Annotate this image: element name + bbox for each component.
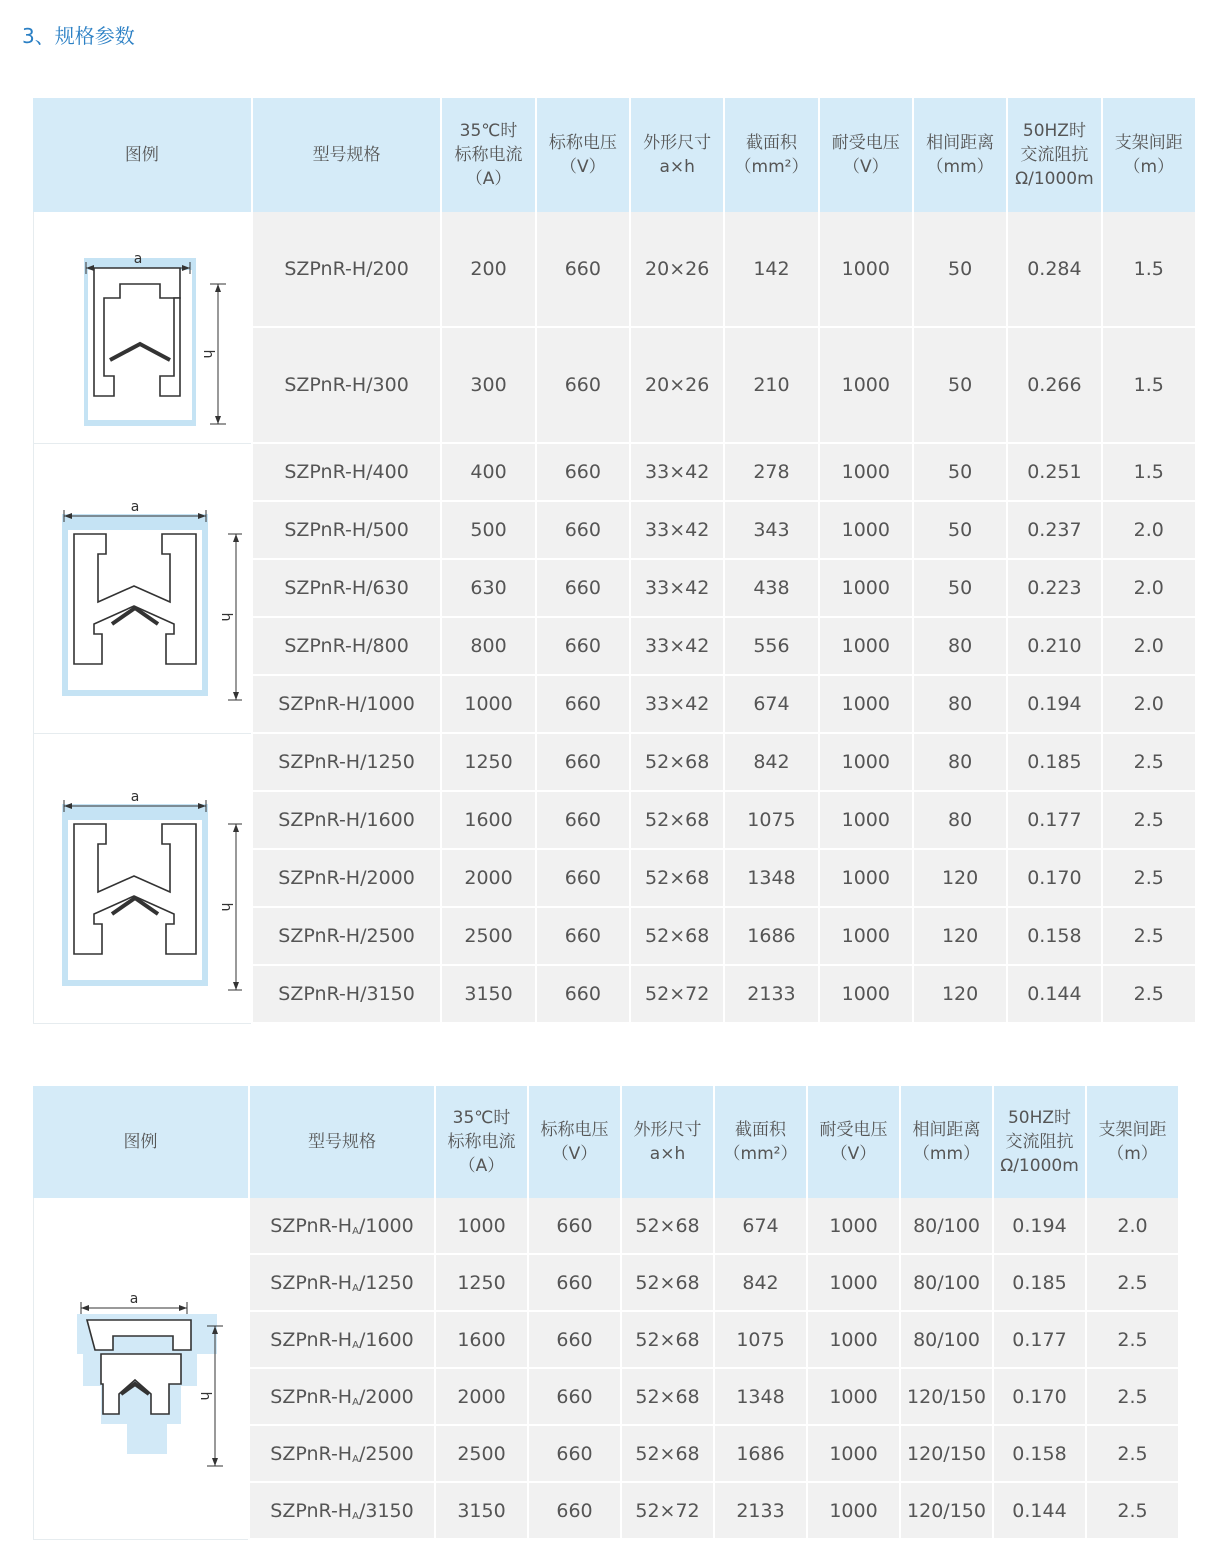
- value-cell: 660: [537, 966, 629, 1024]
- value-cell: 2500: [442, 908, 534, 966]
- header-row: [33, 98, 1195, 212]
- value-cell: 660: [529, 1255, 620, 1312]
- value-cell: 1000: [820, 676, 912, 734]
- value-cell: 660: [537, 908, 629, 966]
- value-cell: 556: [725, 618, 817, 676]
- value-cell: 1686: [725, 908, 817, 966]
- value-cell: 33×42: [631, 676, 723, 734]
- model-cell: SZPnR-$H_A/1000$: [250, 1198, 434, 1255]
- value-cell: 52×68: [622, 1426, 713, 1483]
- value-cell: 674: [715, 1198, 806, 1255]
- value-cell: 0.185: [1008, 734, 1100, 792]
- value-cell: 2.5: [1087, 1483, 1178, 1540]
- value-cell: 2500: [436, 1426, 527, 1483]
- value-cell: 1000: [808, 1312, 899, 1369]
- spec-table-ha: [31, 1086, 1180, 1540]
- model-cell: SZPnR-$H_A/2500$: [250, 1426, 434, 1483]
- value-cell: 33×42: [631, 444, 723, 502]
- value-cell: 842: [725, 734, 817, 792]
- header-current: 35℃时 标称电流 （A）: [442, 98, 534, 212]
- value-cell: 0.266: [1008, 328, 1100, 444]
- value-cell: 660: [529, 1426, 620, 1483]
- value-cell: 630: [442, 560, 534, 618]
- value-cell: 1000: [442, 676, 534, 734]
- value-cell: 142: [725, 212, 817, 328]
- header-dimension: 外形尺寸 a×h: [631, 98, 723, 212]
- model-cell: SZPnR-$H_A/3150$: [250, 1483, 434, 1540]
- value-cell: 0.170: [994, 1369, 1085, 1426]
- value-cell: 2.5: [1103, 850, 1195, 908]
- value-cell: 1000: [820, 444, 912, 502]
- value-cell: 0.158: [994, 1426, 1085, 1483]
- value-cell: 1000: [820, 618, 912, 676]
- header-withstand: 耐受电压 （V）: [808, 1086, 899, 1198]
- model-cell: SZPnR-H/200: [253, 212, 441, 328]
- value-cell: 33×42: [631, 560, 723, 618]
- table-row: [33, 1198, 1178, 1255]
- model-cell: SZPnR-H/1600: [253, 792, 441, 850]
- value-cell: 300: [442, 328, 534, 444]
- value-cell: 0.223: [1008, 560, 1100, 618]
- value-cell: 1250: [442, 734, 534, 792]
- value-cell: 120: [914, 966, 1006, 1024]
- value-cell: 3150: [442, 966, 534, 1024]
- value-cell: 660: [529, 1312, 620, 1369]
- value-cell: 1348: [715, 1369, 806, 1426]
- dim-a-label: a: [129, 1290, 139, 1307]
- value-cell: 2.0: [1103, 502, 1195, 560]
- value-cell: 20×26: [631, 328, 723, 444]
- value-cell: 120: [914, 850, 1006, 908]
- header-model: 型号规格: [253, 98, 441, 212]
- header-withstand: 耐受电压 （V）: [820, 98, 912, 212]
- value-cell: 2.0: [1103, 676, 1195, 734]
- dim-a-label: a: [131, 788, 140, 805]
- model-cell: SZPnR-H/1250: [253, 734, 441, 792]
- value-cell: 1000: [436, 1198, 527, 1255]
- value-cell: 2.5: [1087, 1255, 1178, 1312]
- value-cell: 660: [529, 1369, 620, 1426]
- model-cell: SZPnR-H/3150: [253, 966, 441, 1024]
- value-cell: 343: [725, 502, 817, 560]
- value-cell: 2.5: [1103, 966, 1195, 1024]
- value-cell: 52×68: [631, 792, 723, 850]
- value-cell: 0.170: [1008, 850, 1100, 908]
- value-cell: 1000: [808, 1198, 899, 1255]
- value-cell: 52×68: [631, 734, 723, 792]
- header-support-spacing: 支架间距 （m）: [1087, 1086, 1178, 1198]
- value-cell: 842: [715, 1255, 806, 1312]
- header-dimension: 外形尺寸 a×h: [622, 1086, 713, 1198]
- header-row: [33, 1086, 1178, 1198]
- value-cell: 50: [914, 502, 1006, 560]
- header-support-spacing: 支架间距 （m）: [1103, 98, 1195, 212]
- value-cell: 52×68: [622, 1198, 713, 1255]
- value-cell: 120/150: [901, 1369, 992, 1426]
- value-cell: 438: [725, 560, 817, 618]
- value-cell: 1075: [725, 792, 817, 850]
- value-cell: 0.177: [1008, 792, 1100, 850]
- section-title: 3、规格参数: [22, 24, 135, 48]
- header-figure: 图例: [33, 1086, 248, 1198]
- value-cell: 0.210: [1008, 618, 1100, 676]
- value-cell: 1600: [436, 1312, 527, 1369]
- value-cell: 210: [725, 328, 817, 444]
- value-cell: 278: [725, 444, 817, 502]
- value-cell: 200: [442, 212, 534, 328]
- value-cell: 1.5: [1103, 444, 1195, 502]
- value-cell: 2000: [442, 850, 534, 908]
- dim-h-label: h: [218, 902, 235, 911]
- value-cell: 660: [537, 502, 629, 560]
- model-cell: SZPnR-H/2000: [253, 850, 441, 908]
- value-cell: 1000: [820, 792, 912, 850]
- model-cell: SZPnR-H/2500: [253, 908, 441, 966]
- value-cell: 1075: [715, 1312, 806, 1369]
- value-cell: 0.144: [1008, 966, 1100, 1024]
- dim-h-label: h: [218, 612, 235, 621]
- value-cell: 1000: [820, 734, 912, 792]
- value-cell: 50: [914, 212, 1006, 328]
- value-cell: 500: [442, 502, 534, 560]
- table-row: [33, 734, 1195, 792]
- value-cell: 2000: [436, 1369, 527, 1426]
- header-voltage: 标称电压 （V）: [529, 1086, 620, 1198]
- value-cell: 2.5: [1087, 1426, 1178, 1483]
- value-cell: 1686: [715, 1426, 806, 1483]
- value-cell: 660: [537, 212, 629, 328]
- spec-table-h: [31, 98, 1197, 1024]
- dim-a-label: a: [131, 498, 140, 515]
- value-cell: 50: [914, 444, 1006, 502]
- value-cell: 660: [537, 328, 629, 444]
- model-cell: SZPnR-H/400: [253, 444, 441, 502]
- value-cell: 2.5: [1087, 1369, 1178, 1426]
- value-cell: 1000: [808, 1369, 899, 1426]
- value-cell: 52×68: [622, 1312, 713, 1369]
- model-cell: SZPnR-H/1000: [253, 676, 441, 734]
- value-cell: 660: [529, 1198, 620, 1255]
- value-cell: 660: [537, 676, 629, 734]
- value-cell: 2133: [725, 966, 817, 1024]
- value-cell: 2133: [715, 1483, 806, 1540]
- value-cell: 1000: [820, 908, 912, 966]
- value-cell: 674: [725, 676, 817, 734]
- value-cell: 1600: [442, 792, 534, 850]
- dim-h-label: h: [200, 349, 217, 358]
- value-cell: 1000: [808, 1426, 899, 1483]
- value-cell: 50: [914, 560, 1006, 618]
- value-cell: 3150: [436, 1483, 527, 1540]
- header-section-area: 截面积 （mm²）: [725, 98, 817, 212]
- value-cell: 120: [914, 908, 1006, 966]
- value-cell: 660: [537, 444, 629, 502]
- model-cell: SZPnR-$H_A/1600$: [250, 1312, 434, 1369]
- value-cell: 80/100: [901, 1198, 992, 1255]
- value-cell: 660: [537, 618, 629, 676]
- value-cell: 0.284: [1008, 212, 1100, 328]
- value-cell: 1000: [820, 850, 912, 908]
- value-cell: 0.194: [994, 1198, 1085, 1255]
- value-cell: 1000: [820, 212, 912, 328]
- model-cell: SZPnR-H/300: [253, 328, 441, 444]
- value-cell: 0.237: [1008, 502, 1100, 560]
- table-row: [33, 444, 1195, 502]
- value-cell: 660: [537, 850, 629, 908]
- dim-h-label: h: [197, 1391, 213, 1400]
- value-cell: 800: [442, 618, 534, 676]
- value-cell: 52×72: [631, 966, 723, 1024]
- value-cell: 33×42: [631, 618, 723, 676]
- header-current: 35℃时 标称电流 （A）: [436, 1086, 527, 1198]
- value-cell: 52×68: [622, 1255, 713, 1312]
- value-cell: 80: [914, 676, 1006, 734]
- value-cell: 52×72: [622, 1483, 713, 1540]
- value-cell: 0.144: [994, 1483, 1085, 1540]
- header-model: 型号规格: [250, 1086, 434, 1198]
- model-cell: SZPnR-H/500: [253, 502, 441, 560]
- value-cell: 33×42: [631, 502, 723, 560]
- value-cell: 50: [914, 328, 1006, 444]
- value-cell: 0.185: [994, 1255, 1085, 1312]
- value-cell: 80/100: [901, 1312, 992, 1369]
- value-cell: 0.251: [1008, 444, 1100, 502]
- profile-medium-figure: [33, 444, 251, 734]
- value-cell: 2.0: [1103, 560, 1195, 618]
- value-cell: 80: [914, 734, 1006, 792]
- table-row: [33, 212, 1195, 328]
- header-phase-spacing: 相间距离 （mm）: [914, 98, 1006, 212]
- value-cell: 660: [529, 1483, 620, 1540]
- value-cell: 2.5: [1087, 1312, 1178, 1369]
- value-cell: 1.5: [1103, 328, 1195, 444]
- value-cell: 1.5: [1103, 212, 1195, 328]
- value-cell: 2.5: [1103, 734, 1195, 792]
- value-cell: 1000: [820, 502, 912, 560]
- value-cell: 0.158: [1008, 908, 1100, 966]
- value-cell: 80: [914, 618, 1006, 676]
- value-cell: 1000: [820, 560, 912, 618]
- profile-large-figure: [33, 734, 251, 1024]
- value-cell: 2.5: [1103, 908, 1195, 966]
- model-cell: SZPnR-H/800: [253, 618, 441, 676]
- value-cell: 52×68: [622, 1369, 713, 1426]
- value-cell: 2.0: [1087, 1198, 1178, 1255]
- value-cell: 120/150: [901, 1483, 992, 1540]
- value-cell: 400: [442, 444, 534, 502]
- value-cell: 660: [537, 560, 629, 618]
- dim-a-label: a: [134, 250, 143, 267]
- header-voltage: 标称电压 （V）: [537, 98, 629, 212]
- value-cell: 120/150: [901, 1426, 992, 1483]
- value-cell: 660: [537, 792, 629, 850]
- value-cell: 80: [914, 792, 1006, 850]
- value-cell: 1000: [820, 966, 912, 1024]
- value-cell: 52×68: [631, 908, 723, 966]
- value-cell: 1348: [725, 850, 817, 908]
- header-section-area: 截面积 （mm²）: [715, 1086, 806, 1198]
- value-cell: 660: [537, 734, 629, 792]
- value-cell: 1000: [820, 328, 912, 444]
- value-cell: 52×68: [631, 850, 723, 908]
- model-cell: SZPnR-$H_A/1250$: [250, 1255, 434, 1312]
- value-cell: 0.177: [994, 1312, 1085, 1369]
- value-cell: 1250: [436, 1255, 527, 1312]
- header-figure: 图例: [33, 98, 251, 212]
- header-impedance: 50HZ时 交流阻抗 Ω/1000m: [994, 1086, 1085, 1198]
- value-cell: 2.0: [1103, 618, 1195, 676]
- value-cell: 1000: [808, 1483, 899, 1540]
- profile-ha-figure: [33, 1198, 248, 1540]
- model-cell: SZPnR-$H_A/2000$: [250, 1369, 434, 1426]
- header-impedance: 50HZ时 交流阻抗 Ω/1000m: [1008, 98, 1100, 212]
- value-cell: 1000: [808, 1255, 899, 1312]
- value-cell: 2.5: [1103, 792, 1195, 850]
- header-phase-spacing: 相间距离 （mm）: [901, 1086, 992, 1198]
- value-cell: 0.194: [1008, 676, 1100, 734]
- value-cell: 20×26: [631, 212, 723, 328]
- value-cell: 80/100: [901, 1255, 992, 1312]
- profile-small-figure: [33, 212, 251, 444]
- model-cell: SZPnR-H/630: [253, 560, 441, 618]
